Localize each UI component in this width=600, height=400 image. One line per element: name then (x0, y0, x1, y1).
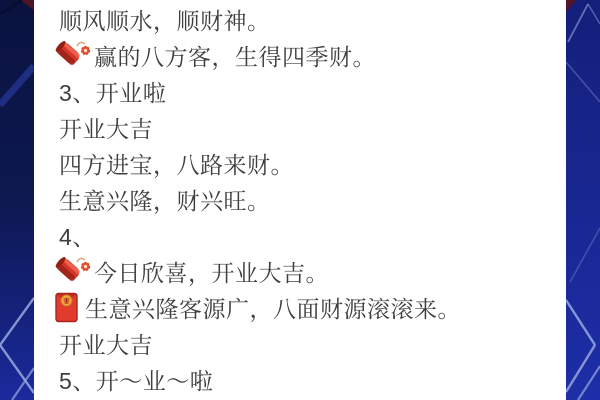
line-text: 今日欣喜，开业大吉。 (94, 259, 329, 286)
text-line (34, 181, 566, 217)
content-card (34, 0, 566, 400)
line-text: 生意兴隆客源广，八面财源滚滚来。 (85, 295, 461, 322)
text-content (34, 1, 566, 397)
line-text: 四方进宝，八路来财。 (59, 151, 294, 178)
text-line (34, 145, 566, 181)
line-text: 生意兴隆，财兴旺。 (59, 187, 271, 214)
background-left-band (0, 0, 34, 400)
spark (82, 47, 90, 55)
line-text: 开业大吉 (59, 115, 153, 142)
line-text: 3、开业啦 (59, 79, 167, 106)
line-text: 顺风顺水，顺财神。 (59, 7, 271, 34)
firecracker-icon (55, 39, 92, 71)
text-line (34, 325, 566, 361)
text-line (34, 109, 566, 145)
line-text: 赢的八方客，生得四季财。 (94, 43, 376, 70)
line-text: 5、开～业～啦 (59, 367, 214, 394)
spark (82, 263, 90, 271)
text-line (34, 253, 566, 289)
text-line (34, 73, 566, 109)
line-text: 开业大吉 (59, 331, 153, 358)
background-right-band (566, 0, 600, 400)
red-envelope-icon (55, 292, 78, 323)
text-line (34, 217, 566, 253)
text-line (34, 1, 566, 37)
text-line (34, 361, 566, 397)
text-line (34, 289, 566, 325)
text-line (34, 37, 566, 73)
firecracker-icon (55, 255, 92, 287)
line-text: 4、 (59, 223, 96, 250)
